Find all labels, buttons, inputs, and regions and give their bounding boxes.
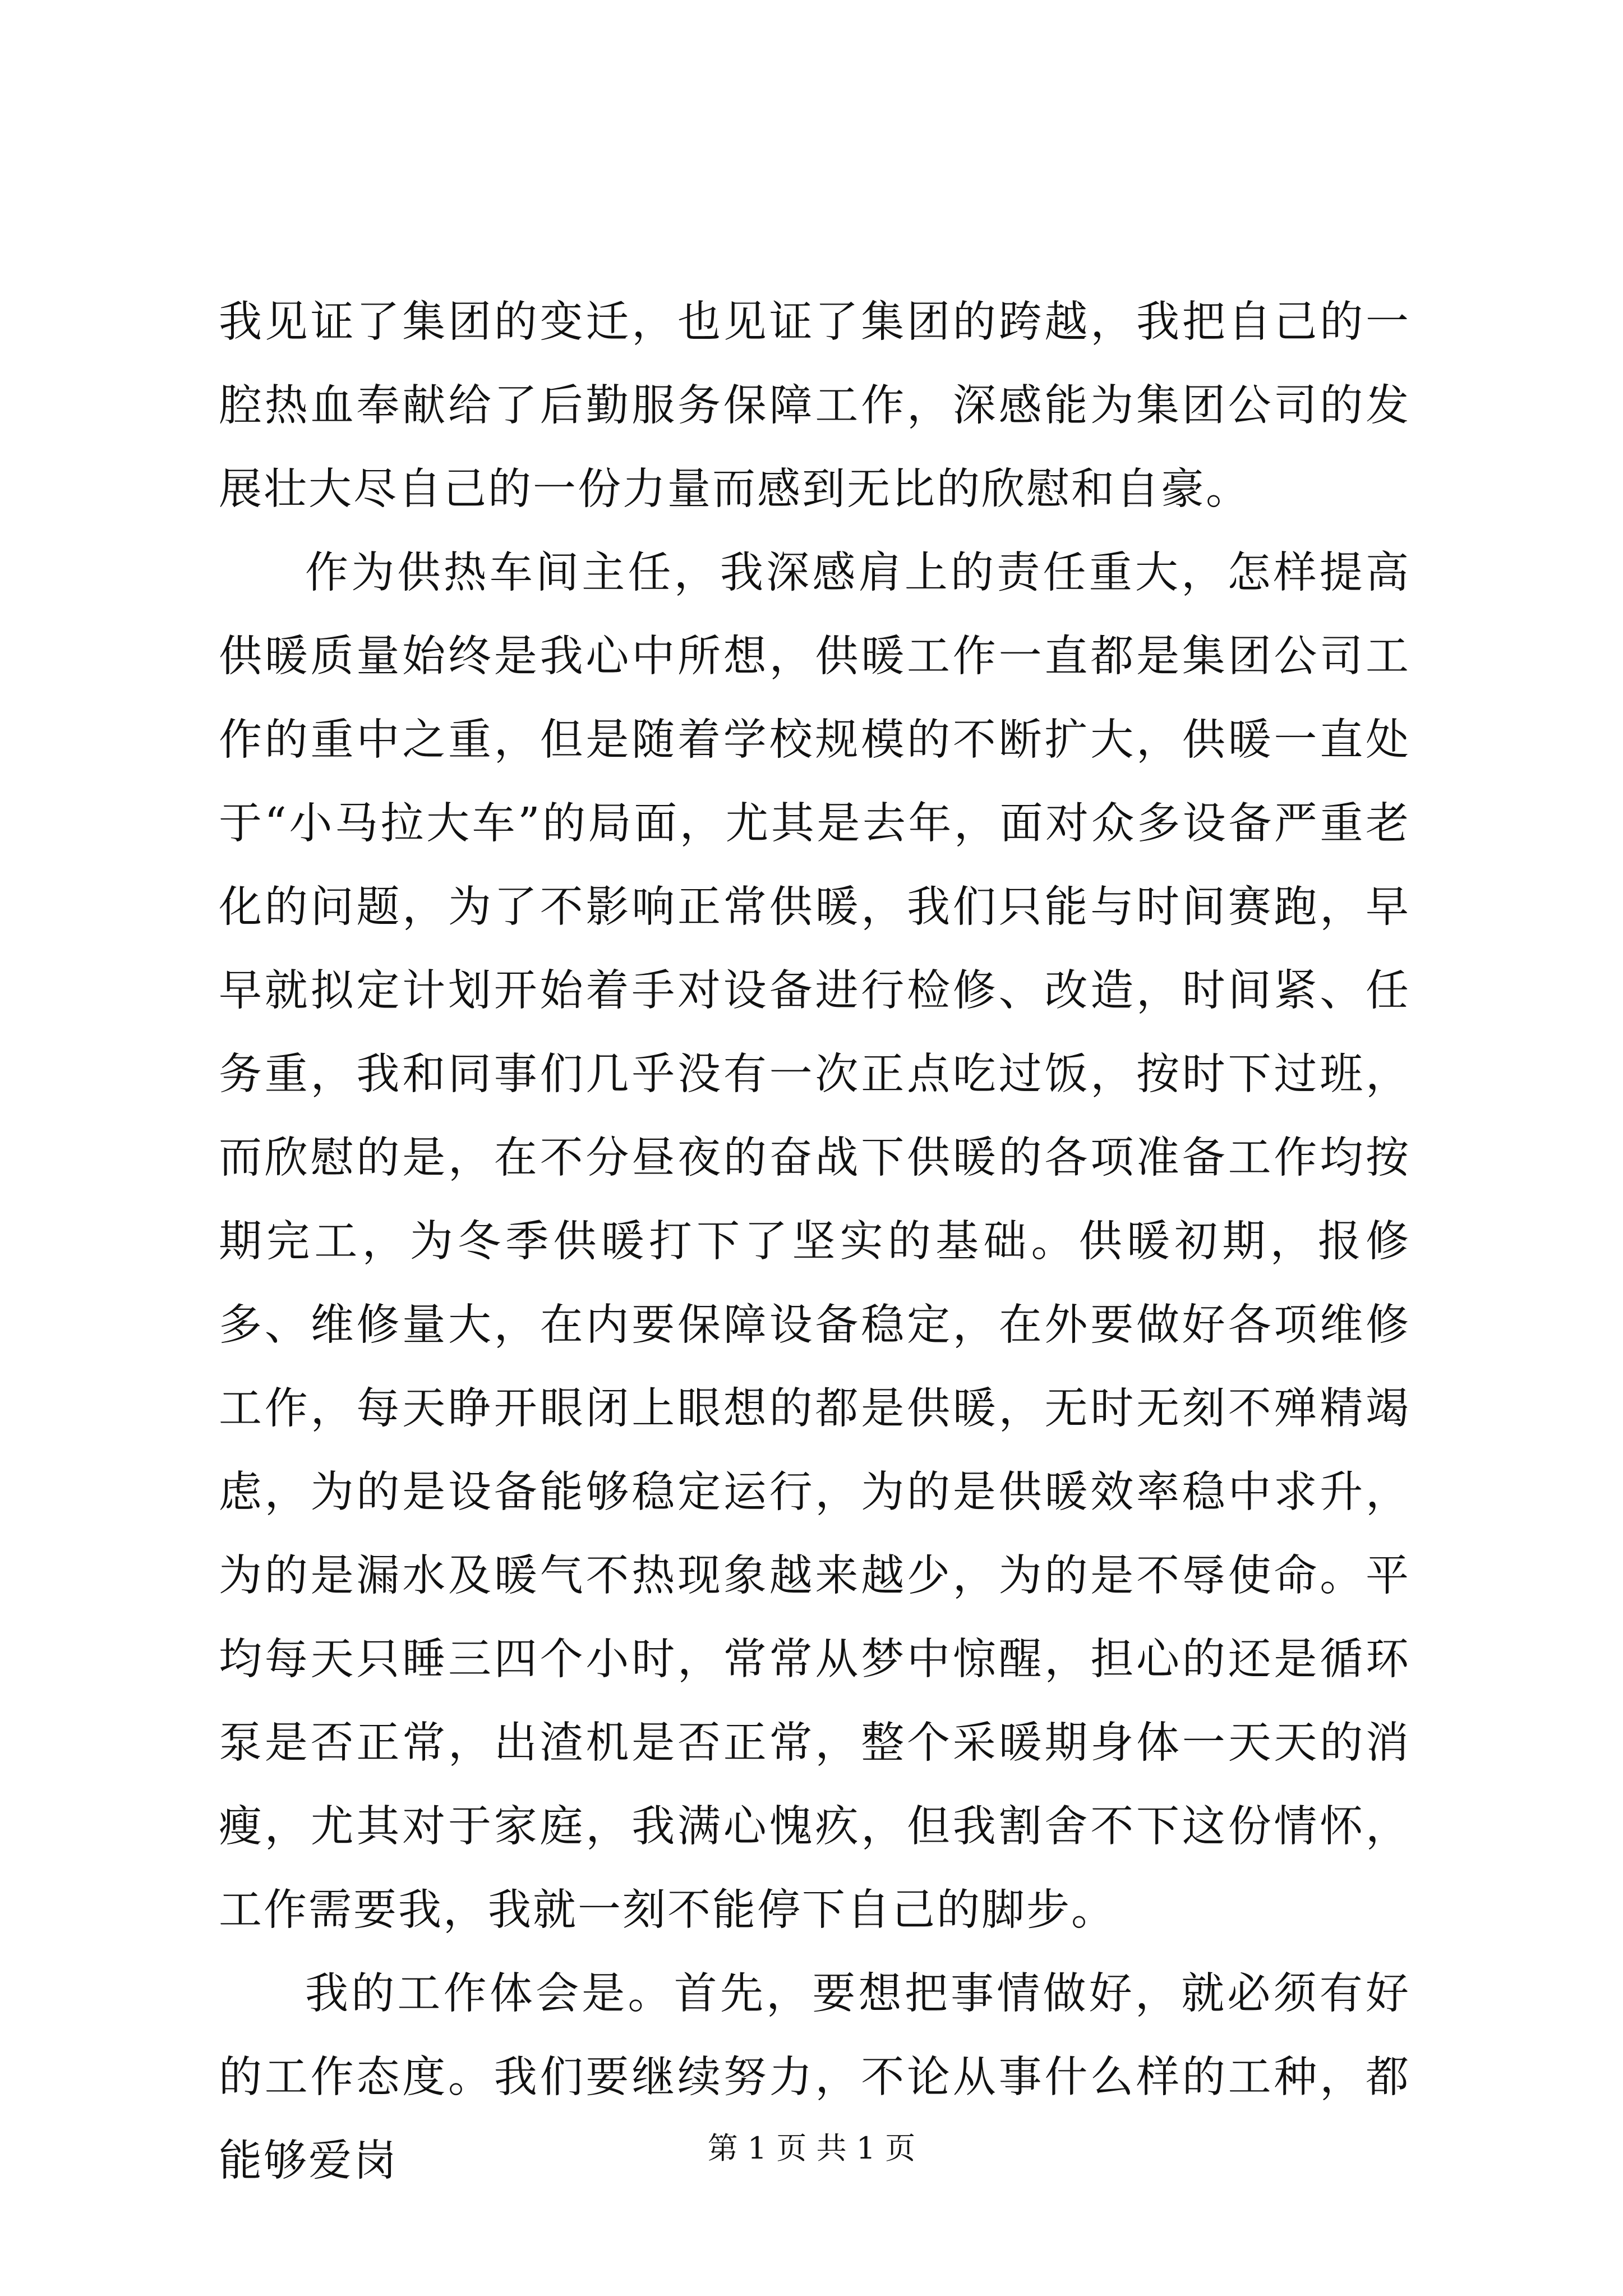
document-body xyxy=(219,280,1410,2203)
paragraph-3: 我的工作体会是。首先，要想把事情做好，就必须有好的工作态度。我们要继续努力，不论从事什么样的工种，都能够爱岗 xyxy=(219,1969,1410,2186)
paragraph-2: 作为供热车间主任，我深感肩上的责任重大，怎样提高供暖质量始终是我心中所想，供暖工作一直都是集团公司工作的重中之重，但是随着学校规模的不断扩大，供暖一直处于“小马拉大车”的局面，尤其是去年，面对众多设备严重老化的问题，为了不影响正常供暖，我们只能与时间赛跑，早早就拟定计划开始着手对设备进行检修、改造，时间紧、任务重，我和同事们几乎没有一次正点吃过饭，按时下过班，而欣慰的是，在不分昼夜的奋战下供暖的各项准备工作均按期完工，为冬季供暖打下了坚实的基础。供暖初期，报修多、维修量大，在内要保障设备稳定，在外要做好各项维修工作，每天睁开眼闭上眼想的都是供暖，无时无刻不殚精竭虑，为的是设备能够稳定运行，为的是供暖效率稳中求升，为的是漏水及暖气不热现象越来越少，为的是不辱使命。平均每天只睡三四个小时，常常从梦中惊醒，担心的还是循环泵是否正常，出渣机是否正常，整个采暖期身体一天天的消瘦，尤其对于家庭，我满心愧疚，但我割舍不下这份情怀，工作需要我，我就一刻不能停下自己的脚步。 xyxy=(219,548,1410,1935)
page-footer: 第 1 页 共 1 页 xyxy=(707,2131,916,2166)
paragraph-1: 我见证了集团的变迁，也见证了集团的跨越，我把自己的一腔热血奉献给了后勤服务保障工作，深感能为集团公司的发展壮大尽自己的一份力量而感到无比的欣慰和自豪。 xyxy=(219,297,1410,514)
